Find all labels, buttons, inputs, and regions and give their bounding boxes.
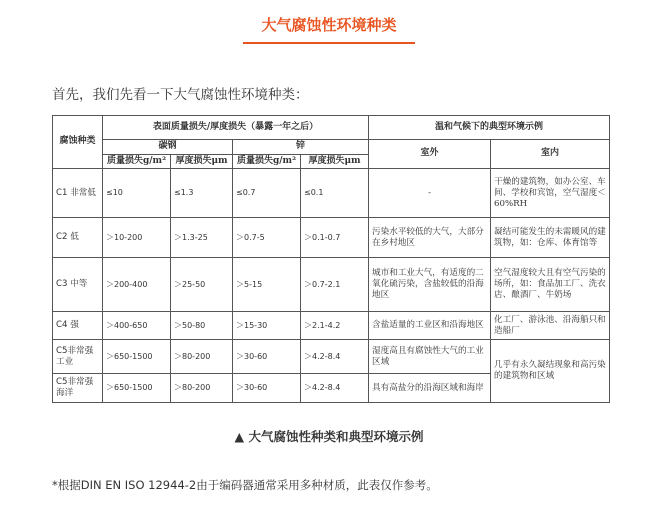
cell-steel-mass: ＞400-650 (103, 312, 171, 340)
cell-indoor: 几乎有永久凝结现象和高污染的建筑物和区域 (491, 340, 610, 403)
header-zinc: 锌 (233, 140, 369, 155)
cell-class: C1 非常低 (53, 169, 103, 218)
cell-indoor: 凝结可能发生的未需暖风的建筑物，如：仓库、体育馆等 (491, 218, 610, 258)
cell-zinc-mass: ＞30-60 (233, 340, 301, 374)
cell-class: C5非常强海洋 (53, 374, 103, 403)
cell-steel-thickness: ＞25-50 (171, 258, 233, 312)
cell-zinc-thickness: ＞2.1-4.2 (301, 312, 369, 340)
cell-class: C5非常强工业 (53, 340, 103, 374)
header-corrosion-class: 腐蚀种类 (53, 116, 103, 169)
cell-steel-mass: ≤10 (103, 169, 171, 218)
table-row (53, 218, 610, 258)
cell-steel-mass: ＞200-400 (103, 258, 171, 312)
header-indoor: 室内 (491, 140, 610, 169)
table-row (53, 169, 610, 218)
cell-zinc-mass: ＞5-15 (233, 258, 301, 312)
title-underline (243, 42, 415, 44)
cell-outdoor: 含盐适量的工业区和沿海地区 (369, 312, 491, 340)
table-caption: ▲ 大气腐蚀性种类和典型环境示例 (234, 429, 424, 444)
header-zinc-mass-loss: 质量损失g/m² (233, 154, 301, 169)
cell-steel-thickness: ≤1.3 (171, 169, 233, 218)
cell-zinc-thickness: ≤0.1 (301, 169, 369, 218)
cell-zinc-thickness: ＞4.2-8.4 (301, 374, 369, 403)
cell-indoor: 化工厂、游泳池、沿海船只和造船厂 (491, 312, 610, 340)
header-zinc-thickness-loss: 厚度损失μm (301, 154, 369, 169)
cell-outdoor: 湿度高且有腐蚀性大气的工业区域 (369, 340, 491, 374)
cell-class: C2 低 (53, 218, 103, 258)
cell-class: C3 中等 (53, 258, 103, 312)
header-environment: 温和气候下的典型环境示例 (369, 116, 610, 140)
header-loss: 表面质量损失/厚度损失（暴露一年之后） (103, 116, 369, 140)
cell-outdoor: 城市和工业大气，有适度的二氧化硫污染，含盐较低的沿海地区 (369, 258, 491, 312)
article-title: 大气腐蚀性环境种类 (261, 16, 397, 34)
cell-zinc-thickness: ＞0.1-0.7 (301, 218, 369, 258)
header-steel-mass-loss: 质量损失g/m² (103, 154, 171, 169)
cell-outdoor: 具有高盐分的沿海区域和海岸 (369, 374, 491, 403)
header-carbon-steel: 碳钢 (103, 140, 233, 155)
corrosion-table (52, 115, 610, 403)
cell-zinc-mass: ＞0.7-5 (233, 218, 301, 258)
cell-indoor: 空气湿度较大且有空气污染的场所，如：食品加工厂、洗衣店、酿酒厂、牛奶场 (491, 258, 610, 312)
cell-steel-mass: ＞10-200 (103, 218, 171, 258)
header-steel-thickness-loss: 厚度损失μm (171, 154, 233, 169)
cell-zinc-thickness: ＞4.2-8.4 (301, 340, 369, 374)
cell-zinc-mass: ≤0.7 (233, 169, 301, 218)
cell-steel-thickness: ＞50-80 (171, 312, 233, 340)
table-row (53, 312, 610, 340)
cell-zinc-mass: ＞30-60 (233, 374, 301, 403)
footnote: *根据DIN EN ISO 12944-2由于编码器通常采用多种材质，此表仅作参考。 (52, 478, 438, 492)
cell-steel-mass: ＞650-1500 (103, 374, 171, 403)
cell-steel-thickness: ＞80-200 (171, 374, 233, 403)
cell-outdoor: 污染水平较低的大气，大部分在乡村地区 (369, 218, 491, 258)
cell-outdoor: - (369, 169, 491, 218)
corrosion-table-container (52, 115, 609, 403)
cell-steel-thickness: ＞1.3-25 (171, 218, 233, 258)
cell-steel-thickness: ＞80-200 (171, 340, 233, 374)
cell-indoor: 干燥的建筑物，如办公室、车间、学校和宾馆，空气湿度＜60%RH (491, 169, 610, 218)
table-row (53, 258, 610, 312)
cell-zinc-mass: ＞15-30 (233, 312, 301, 340)
cell-class: C4 强 (53, 312, 103, 340)
intro-text: 首先，我们先看一下大气腐蚀性环境种类： (52, 87, 309, 103)
table-row (53, 340, 610, 374)
cell-steel-mass: ＞650-1500 (103, 340, 171, 374)
cell-zinc-thickness: ＞0.7-2.1 (301, 258, 369, 312)
header-outdoor: 室外 (369, 140, 491, 169)
